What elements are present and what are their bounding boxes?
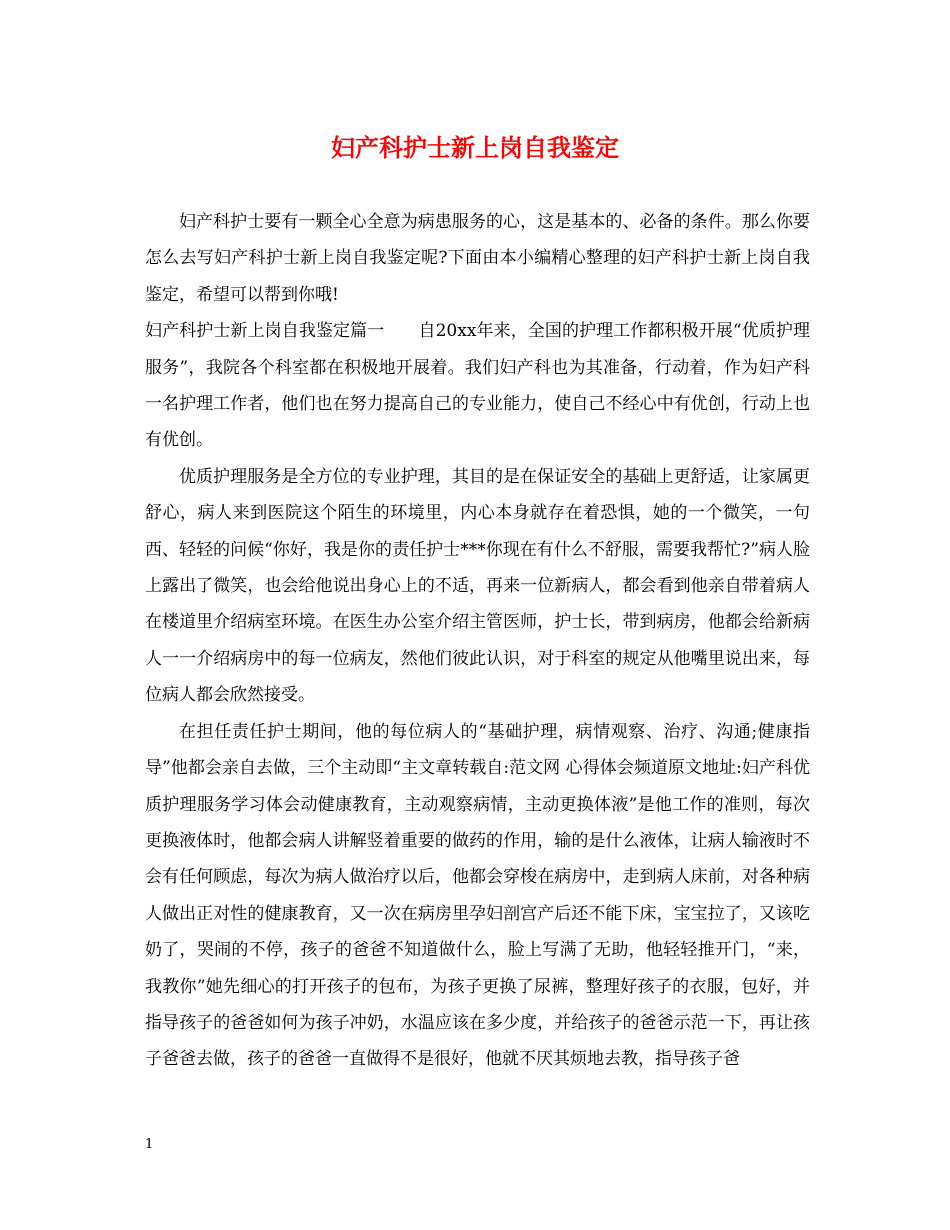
paragraph-responsible-nurse: 在担任责任护士期间，他的每位病人的“基础护理，病情观察、治疗、沟通;健康指导”他都会亲自去做，三个主动即“主文章转载自:范文网 心得体会频道原文地址:妇产科优质护理服务学习体会动健康教育，主动观察病情，主动更换体液”是他工作的准则，每次更换液体时，他都会病人讲解竖着重要的做药的作用，输的是什么液体，让病人输液时不会有任何顾虑，每次为病人做治疗以后，他都会穿梭在病房中，走到病人床前，对各种病人做出正对性的健康教育，又一次在病房里孕妇剖宫产后还不能下床，宝宝拉了，又该吃奶了，哭闹的不停，孩子的爸爸不知道做什么，脸上写满了无助，他轻轻推开门，“来，我教你”她先细心的打开孩子的包布，为孩子更换了尿裤，整理好孩子的衣服，包好，并指导孩子的爸爸如何为孩子冲奶，水温应该在多少度，并给孩子的爸爸示范一下，再让孩子爸爸去做，孩子的爸爸一直做得不是很好，他就不厌其烦地去教，指导孩子爸 (145, 721, 810, 1070)
document-body (145, 204, 810, 1078)
paragraph-section-one: 妇产科护士新上岗自我鉴定篇一 自20xx年来，全国的护理工作都积极开展“优质护理服务”，我院各个科室都在积极地开展着。我们妇产科也为其准备，行动着，作为妇产科一名护理工作者，他们也在努力提高自己的专业能力，使自己不经心中有优创，行动上也有优创。 (145, 321, 810, 451)
paragraph-intro: 妇产科护士要有一颗全心全意为病患服务的心，这是基本的、必备的条件。那么你要怎么去写妇产科护士新上岗自我鉴定呢?下面由本小编精心整理的妇产科护士新上岗自我鉴定，希望可以帮到你哦! (145, 212, 810, 305)
page-number: 1 (145, 1137, 154, 1152)
document-title: 妇产科护士新上岗自我鉴定 (331, 133, 619, 162)
paragraph-quality-care: 优质护理服务是全方位的专业护理，其目的是在保证安全的基础上更舒适，让家属更舒心，病人来到医院这个陌生的环境里，内心本身就存在着恐惧，她的一个微笑，一句西、轻轻的问候“你好，我是你的责任护士***你现在有什么不舒服，需要我帮忙?”病人脸上露出了微笑，也会给他说出身心上的不适，再来一位新病人，都会看到他亲自带着病人在楼道里介绍病室环境。在医生办公室介绍主管医师，护士长，带到病房，他都会给新病人一一介绍病房中的每一位病友，然他们彼此认识，对于科室的规定从他嘴里说出来，每位病人都会欣然接受。 (145, 466, 810, 706)
